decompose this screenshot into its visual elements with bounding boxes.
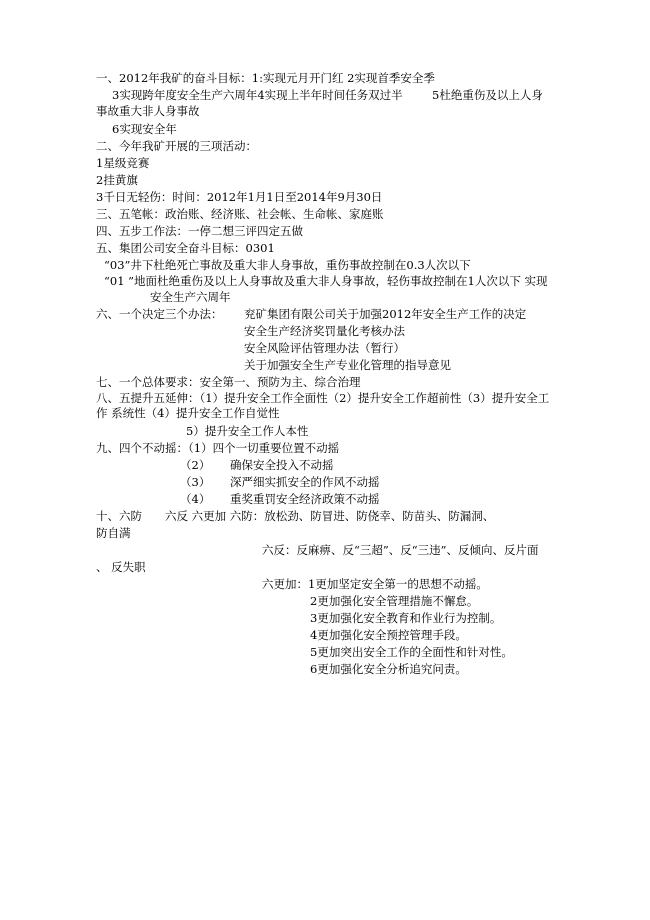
line-goal-01-cont: 安全生产六周年 (150, 290, 231, 304)
line-steadfast-4: 重奖重罚安全经济政策不动摇 (230, 492, 380, 506)
line-six-more-2: 2更加强化安全管理措施不懈怠。 (310, 594, 479, 608)
line-six-prevent: 十、六防 六反 六更加 六防：放松劲、防冒进、防侥幸、防苗头、防漏洞、 (96, 509, 495, 523)
line-five-improvements-cont: 作 系统性（4）提升安全工作自觉性 (96, 406, 280, 420)
line-goal-item-6: 6实现安全年 (112, 122, 177, 136)
line-steadfast-2-num: （2） (180, 458, 211, 472)
line-goal-03: “03”井下杜绝死亡事故及重大非人身事故，重伤事故控制在0.3人次以下 (104, 258, 471, 272)
line-five-steps: 四、五步工作法：一停二想三评四定五做 (96, 224, 303, 238)
line-six-prevent-cont: 防自满 (96, 526, 131, 540)
line-improvement-5: 5）提升安全工作人本性 (186, 424, 309, 438)
line-goal-heading: 一、2012年我矿的奋斗目标：1:实现元月开门红 2实现首季安全季 (96, 71, 435, 85)
line-goal-item-5: 5杜绝重伤及以上人身 (432, 88, 543, 102)
line-method-1: 安全生产经济奖罚量化考核办法 (244, 324, 405, 338)
line-five-accounts: 三、五笔帐：政治账、经济账、社会帐、生命帐、家庭账 (96, 207, 384, 221)
line-activity-3: 3千日无轻伤：时间：2012年1月1日至2014年9月30日 (96, 190, 383, 204)
line-goal-items: 3实现跨年度安全生产六周年4实现上半年时间任务双过半 (112, 88, 403, 102)
line-decision: 兖矿集团有限公司关于加强2012年安全生产工作的决定 (244, 307, 527, 321)
line-group-goal: 五、集团公司安全奋斗目标：0301 (96, 241, 275, 255)
line-six-oppose-cont: 、 反失职 (96, 560, 146, 574)
line-goal-01: “01 ”地面杜绝重伤及以上人身事故及重大非人身事故，轻伤事故控制在1人次以下 实现 (104, 274, 548, 288)
line-activity-2: 2挂黄旗 (96, 173, 138, 187)
line-steadfast-2: 确保安全投入不动摇 (230, 458, 334, 472)
line-six-more-4: 4更加强化安全预控管理手段。 (310, 628, 467, 642)
line-activities-heading: 二、今年我矿开展的三项活动： (96, 139, 257, 153)
line-goal-item-5-cont: 事故重大非人身事故 (96, 104, 200, 118)
line-decision-heading: 六、一个决定三个办法： (96, 307, 223, 321)
line-method-3: 关于加强安全生产专业化管理的指导意见 (244, 358, 451, 372)
line-six-oppose: 六反：反麻痹、反“三超”、反“三违”、反倾向、反片面 (262, 543, 539, 557)
line-four-steadfast: 九、四个不动摇：（1）四个一切重要位置不动摇 (96, 441, 340, 455)
line-steadfast-3: 深严细实抓安全的作风不动摇 (230, 475, 380, 489)
line-six-more-6: 6更加强化安全分析追究问责。 (310, 662, 467, 676)
line-steadfast-3-num: （3） (180, 475, 211, 489)
line-six-more-5: 5更加突出安全工作的全面性和针对性。 (310, 645, 513, 659)
line-steadfast-4-num: （4） (180, 492, 211, 506)
line-six-more-heading: 六更加：1更加坚定安全第一的思想不动摇。 (262, 577, 488, 591)
line-six-more-3: 3更加强化安全教育和作业行为控制。 (310, 611, 502, 625)
line-method-2: 安全风险评估管理办法（暂行） (244, 341, 405, 355)
line-five-improvements: 八、五提升五延伸：（1）提升安全工作全面性（2）提升安全工作超前性（3）提升安全工 (96, 391, 550, 405)
line-overall-requirement: 七、一个总体要求：安全第一、预防为主、综合治理 (96, 375, 361, 389)
line-activity-1: 1星级竞赛 (96, 156, 150, 170)
